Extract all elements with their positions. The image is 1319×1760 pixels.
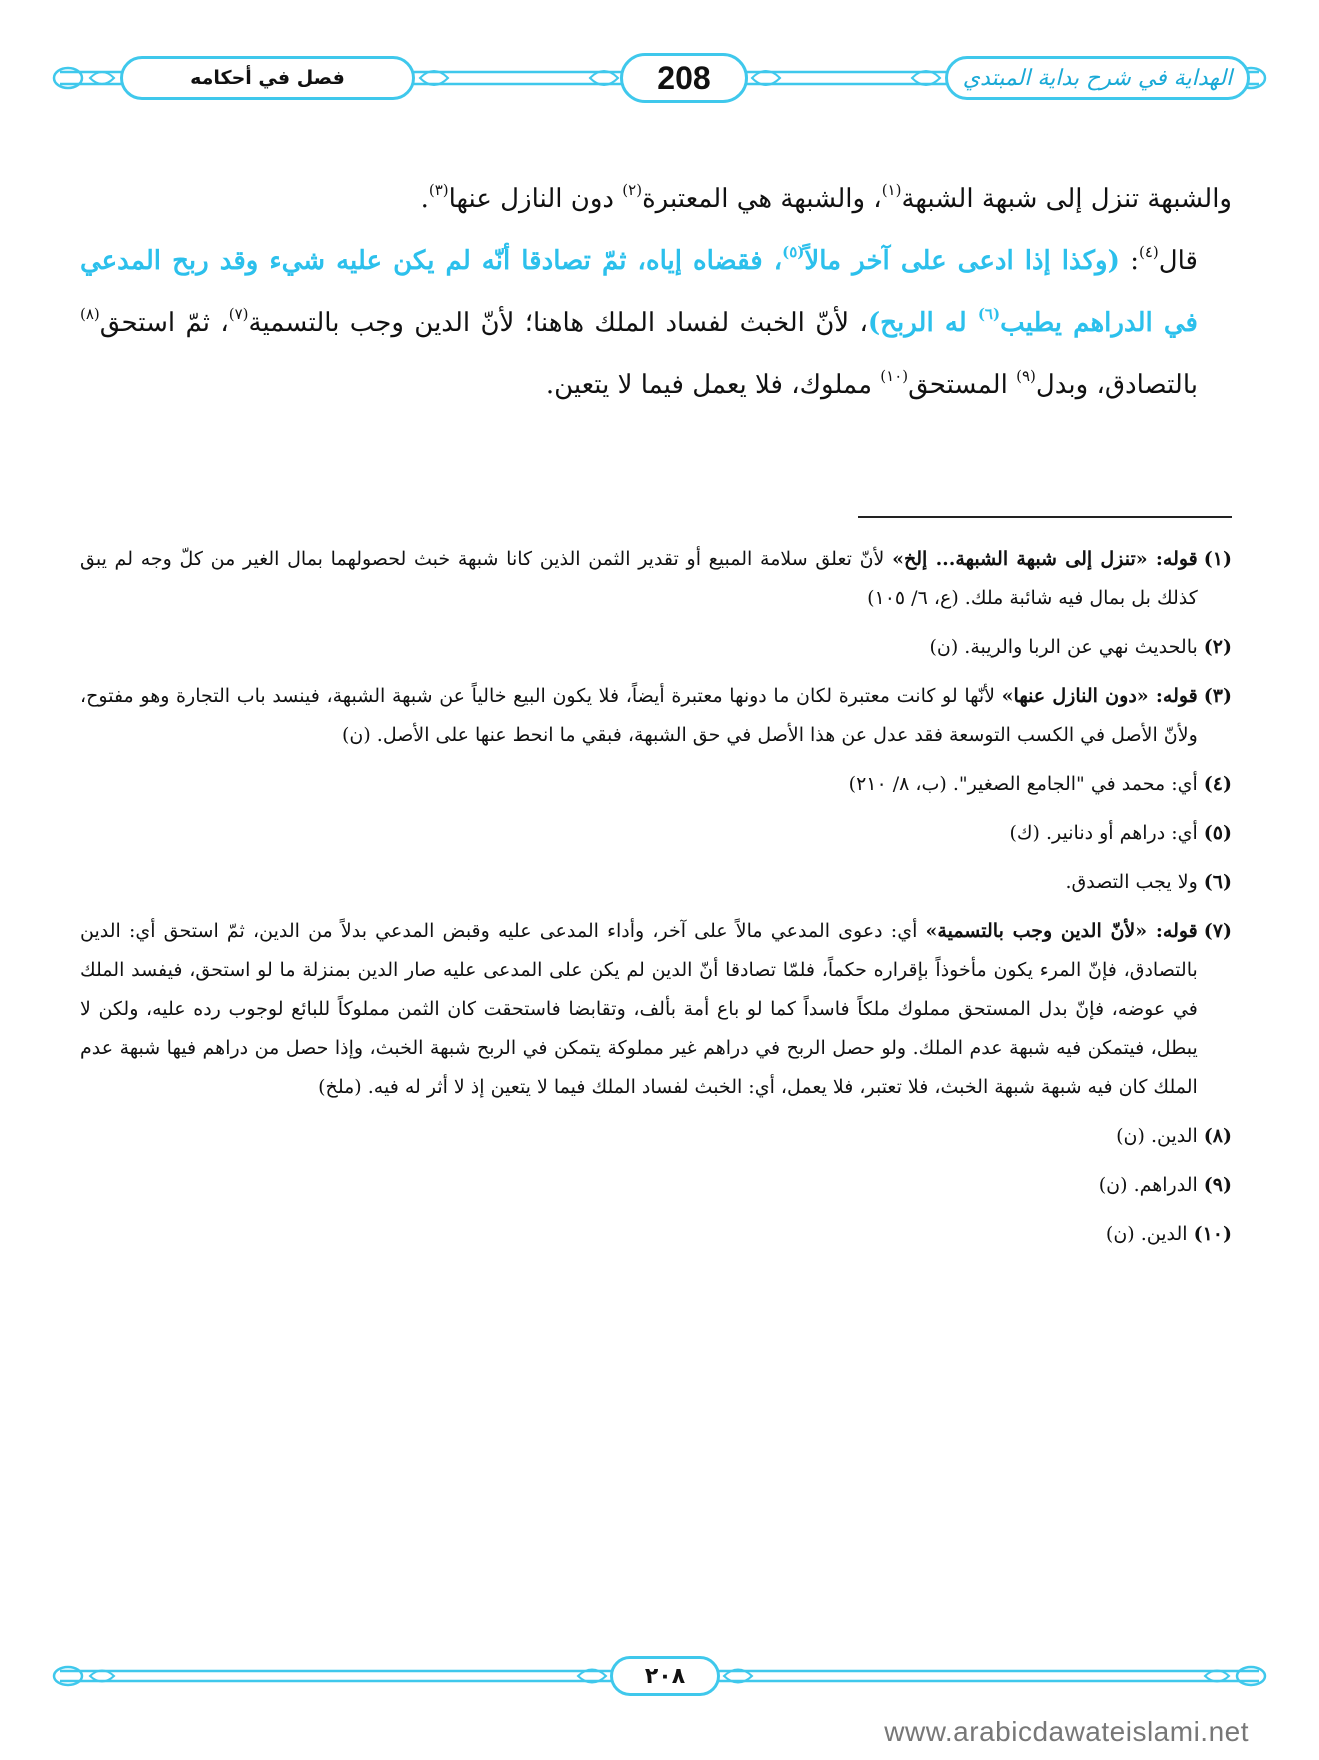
footnote-ref: (٧) [228, 305, 249, 323]
footnote-text: الدين. (ن) [1116, 1125, 1198, 1147]
footnote-text: الدين. (ن) [1105, 1223, 1188, 1245]
footnote-ref: (٩) [1016, 367, 1036, 385]
footnote-body [80, 540, 1198, 618]
matn-text: له الربح) [867, 308, 978, 338]
footnote-number: (٩) [1203, 1174, 1232, 1196]
text-run: بالتصادق، وبدل [1035, 370, 1198, 400]
text-run: ، ثمّ استحق [99, 308, 229, 338]
page-number-box [620, 53, 748, 103]
footnote-7 [80, 912, 1232, 1107]
text-run: المستحق [908, 370, 1017, 400]
footnote-ref: (٤) [1138, 243, 1159, 261]
footnote-ref: (٣) [428, 181, 449, 199]
footnote-number: (٧) [1203, 920, 1232, 942]
footnote-1 [80, 540, 1232, 618]
footnote-number: (٥) [1203, 822, 1232, 844]
footnote-text: أي: دعوى المدعي مالاً على آخر، وأداء المدعى عليه وقبض المدعي بدلاً من الدين، ثمّ استحق أي: الدين بالتصادق، فإنّ المرء يكون مأخوذاً بإقراره حكماً، فلمّا تصادقا أنّ الدين لم يكن على المدعى عليه صار الدين بمنزلة ما لو استحق، فيفسد الملك في عوضه، فإنّ بدل المستحق مملوك ملكاً فاسداً كما لو باع أمة بألف، وتقابضا فاستحقت كان الثمن مملوكاً للبائع لوجوب رده عليه، ولكن لا يبطل، فيتمكن فيه شبهة عدم الملك. ولو حصل الربح في دراهم غير مملوكة يتمكن في الربح شبهة الخبث، وإذا حصل من دراهم فيها شبهة عدم الملك كان فيه شبهة شبهة الخبث، فلا تعتبر، فلا يعمل، أي: الخبث لفساد الملك فيما لا يتعين إذ لا أثر له فيه. (ملخ) [80, 920, 1198, 1098]
footnote-6 [80, 863, 1232, 902]
paragraph-2 [80, 230, 1232, 416]
paragraph-1 [80, 168, 1232, 230]
footnote-9 [80, 1166, 1232, 1205]
footnote-text: أي: دراهم أو دنانير. (ك) [1009, 822, 1198, 844]
footnote-body [80, 912, 1198, 1107]
footnote-text: أي: محمد في "الجامع الصغير". (ب، ٨/ ٢١٠) [848, 773, 1198, 795]
book-title: الهداية في شرح بداية المبتدي [962, 65, 1233, 91]
footnote-text: ولا يجب التصدق. [1065, 871, 1198, 893]
footnote-ref: (٢) [622, 181, 643, 199]
footnote-number: (١٠) [1193, 1223, 1232, 1245]
footnote-number: (٤) [1203, 773, 1232, 795]
footnote-8 [80, 1117, 1232, 1156]
footnote-10 [80, 1215, 1232, 1254]
footnote-number: (٦) [1203, 871, 1232, 893]
footnote-divider [858, 516, 1232, 518]
text-run: قال [1158, 246, 1198, 276]
footnote-text: الدراهم. (ن) [1098, 1174, 1198, 1196]
text-run: . [420, 184, 429, 214]
footnote-2 [80, 628, 1232, 667]
footnote-ref: (١٠) [880, 367, 909, 385]
text-run: والشبهة تنزل إلى شبهة الشبهة [901, 184, 1232, 214]
footnote-5 [80, 814, 1232, 853]
footnote-ref: (١) [881, 181, 902, 199]
footnote-text: بالحديث نهي عن الربا والريبة. (ن) [929, 636, 1198, 658]
footnote-number: (٢) [1203, 636, 1232, 658]
footnote-ref: (٥) [782, 243, 805, 261]
footnote-number: (٨) [1203, 1125, 1232, 1147]
text-run: : [1119, 246, 1139, 276]
footnote-body [80, 628, 1198, 667]
footnote-4 [80, 765, 1232, 804]
page-header [50, 48, 1269, 108]
footnote-lead: قوله: «لأنّ الدين وجب بالتسمية» [925, 920, 1198, 942]
footnote-lead: قوله: «تنزل إلى شبهة الشبهة... إلخ» [892, 548, 1198, 570]
matn-text: (وكذا إذا ادعى على آخر مالاً [804, 246, 1120, 276]
footnote-number: (٣) [1203, 685, 1232, 707]
footnote-body [80, 1117, 1198, 1156]
text-run: ، والشبهة هي المعتبرة [642, 184, 882, 214]
page-footer [50, 1652, 1269, 1700]
footnote-text: لأنّها لو كانت معتبرة لكان ما دونها معتبرة أيضاً، فلا يكون البيع خالياً عن شبهة الشبهة، فينسد باب التجارة وهو مفتوح، ولأنّ الأصل في الكسب التوسعة فقد عدل عن هذا الأصل في حق الشبهة، فبقي ما انحط عنها على الأصل. (ن) [80, 685, 1198, 746]
footnote-lead: قوله: «دون النازل عنها» [1001, 685, 1198, 707]
footnote-body [80, 1166, 1198, 1205]
footnote-number: (١) [1203, 548, 1232, 570]
footnote-body [80, 814, 1198, 853]
text-run: ، لأنّ الخبث لفساد الملك هاهنا؛ لأنّ الدين وجب بالتسمية [248, 308, 868, 338]
footnote-body [80, 1215, 1188, 1254]
section-title-box [120, 56, 415, 100]
text-run: دون النازل عنها [448, 184, 623, 214]
footnote-body [80, 863, 1198, 902]
footer-page-number: ٢٠٨ [610, 1656, 720, 1696]
main-text [80, 168, 1232, 416]
page-number: 208 [657, 59, 711, 96]
footnote-body [80, 677, 1198, 755]
footnote-3 [80, 677, 1232, 755]
footnote-body [80, 765, 1198, 804]
matn-text: ، فقضاه إياه، ثمّ تصادقا أنّه لم يكن عليه شيء وقد ربح المدعي في الدراهم يطيب [80, 246, 1198, 338]
footnotes [80, 540, 1232, 1264]
footnote-ref: (٦) [977, 305, 1001, 323]
footnote-ref: (٨) [80, 305, 100, 323]
text-run: مملوك، فلا يعمل فيما لا يتعين. [545, 370, 881, 400]
footnote-text: لأنّ تعلق سلامة المبيع أو تقدير الثمن الذين كانا شبهة خبث لحصولهما بمال الغير من كلّ وجه لم يبق كذلك بل بمال فيه شائبة ملك. (ع، ٦/ ١٠٥) [80, 548, 1198, 609]
website-watermark[interactable]: www.arabicdawateislami.net [884, 1716, 1249, 1747]
section-title: فصل في أحكامه [190, 67, 345, 89]
book-title-box [945, 56, 1250, 100]
